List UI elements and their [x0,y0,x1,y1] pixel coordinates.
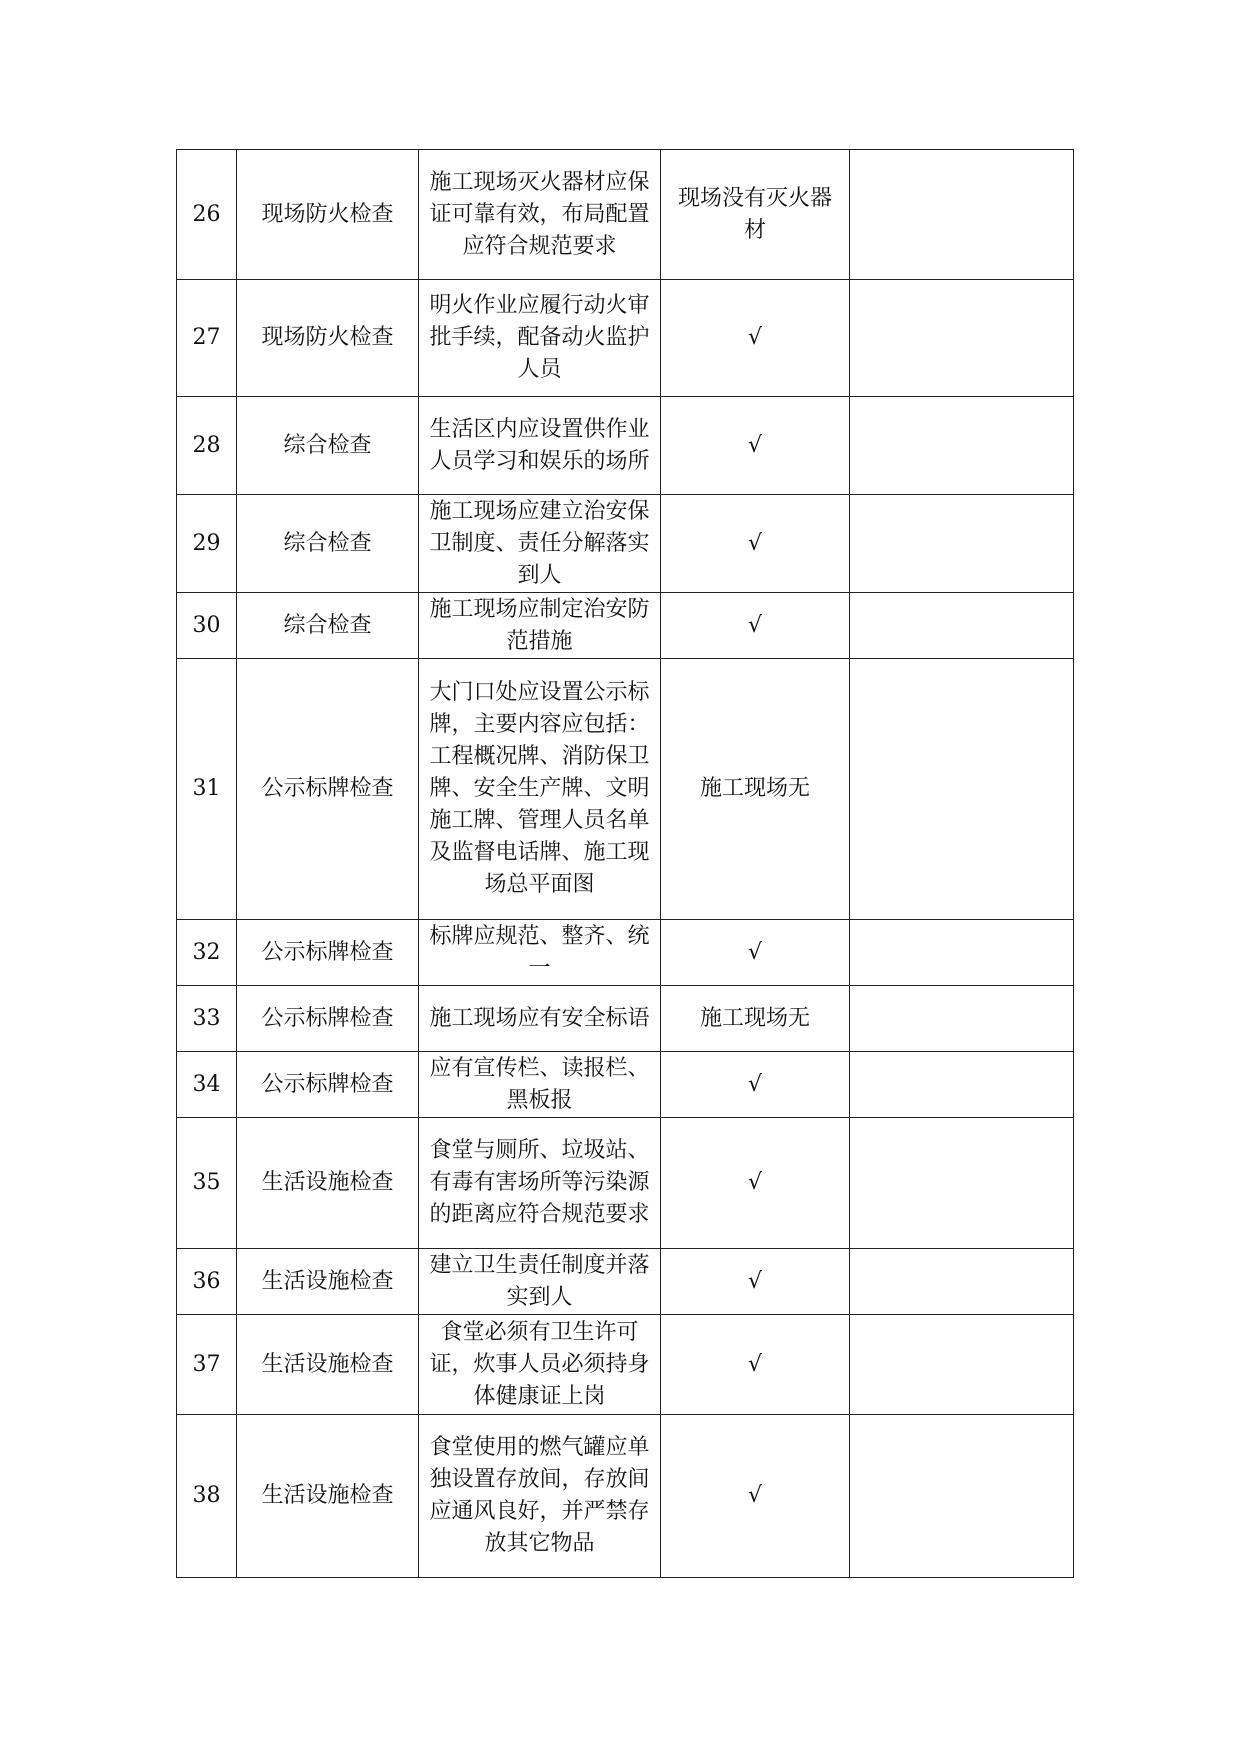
check-category: 现场防火检查 [237,150,419,280]
row-number: 35 [177,1118,237,1249]
remark-cell [850,280,1074,397]
remark-cell [850,986,1074,1052]
check-category: 公示标牌检查 [237,920,419,986]
remark-cell [850,1118,1074,1249]
check-result: √ [661,1249,850,1315]
check-category: 综合检查 [237,397,419,495]
check-category: 综合检查 [237,495,419,593]
check-requirement: 食堂必须有卫生许可证，炊事人员必须持身体健康证上岗 [419,1315,661,1415]
table-row [177,986,1074,1052]
remark-cell [850,1315,1074,1415]
row-number: 27 [177,280,237,397]
remark-cell [850,1052,1074,1118]
check-result: √ [661,1052,850,1118]
remark-cell [850,1415,1074,1578]
row-number: 28 [177,397,237,495]
table-row [177,1118,1074,1249]
check-category: 生活设施检查 [237,1415,419,1578]
check-result: 施工现场无 [661,986,850,1052]
row-number: 29 [177,495,237,593]
check-requirement: 应有宣传栏、读报栏、黑板报 [419,1052,661,1118]
check-result: √ [661,593,850,659]
row-number: 33 [177,986,237,1052]
row-number: 38 [177,1415,237,1578]
check-category: 生活设施检查 [237,1249,419,1315]
table-row [177,280,1074,397]
table-row [177,1315,1074,1415]
row-number: 34 [177,1052,237,1118]
row-number: 30 [177,593,237,659]
table-row [177,1249,1074,1315]
table-row [177,1415,1074,1578]
check-category: 现场防火检查 [237,280,419,397]
check-requirement: 施工现场应制定治安防范措施 [419,593,661,659]
check-requirement: 大门口处应设置公示标牌，主要内容应包括：工程概况牌、消防保卫牌、安全生产牌、文明施工牌、管理人员名单及监督电话牌、施工现场总平面图 [419,659,661,920]
check-category: 综合检查 [237,593,419,659]
check-requirement: 明火作业应履行动火审批手续，配备动火监护人员 [419,280,661,397]
check-requirement: 施工现场应有安全标语 [419,986,661,1052]
check-category: 生活设施检查 [237,1118,419,1249]
row-number: 26 [177,150,237,280]
check-requirement: 标牌应规范、整齐、统一 [419,920,661,986]
check-requirement: 施工现场灭火器材应保证可靠有效，布局配置应符合规范要求 [419,150,661,280]
table-row [177,593,1074,659]
table-row [177,920,1074,986]
check-result: √ [661,397,850,495]
row-number: 36 [177,1249,237,1315]
check-result: √ [661,1118,850,1249]
check-requirement: 食堂与厕所、垃圾站、有毒有害场所等污染源的距离应符合规范要求 [419,1118,661,1249]
check-category: 生活设施检查 [237,1315,419,1415]
check-result: √ [661,1315,850,1415]
remark-cell [850,150,1074,280]
table-row [177,1052,1074,1118]
table-row [177,397,1074,495]
row-number: 32 [177,920,237,986]
remark-cell [850,1249,1074,1315]
check-result: 施工现场无 [661,659,850,920]
row-number: 37 [177,1315,237,1415]
check-result: √ [661,920,850,986]
remark-cell [850,920,1074,986]
check-result: √ [661,280,850,397]
check-requirement: 施工现场应建立治安保卫制度、责任分解落实到人 [419,495,661,593]
inspection-table [176,149,1074,1578]
remark-cell [850,397,1074,495]
remark-cell [850,659,1074,920]
row-number: 31 [177,659,237,920]
check-category: 公示标牌检查 [237,1052,419,1118]
check-requirement: 建立卫生责任制度并落实到人 [419,1249,661,1315]
check-result: 现场没有灭火器材 [661,150,850,280]
check-result: √ [661,495,850,593]
table-row [177,659,1074,920]
check-requirement: 生活区内应设置供作业人员学习和娱乐的场所 [419,397,661,495]
table-row [177,150,1074,280]
check-result: √ [661,1415,850,1578]
check-category: 公示标牌检查 [237,986,419,1052]
remark-cell [850,593,1074,659]
remark-cell [850,495,1074,593]
check-requirement: 食堂使用的燃气罐应单独设置存放间，存放间应通风良好，并严禁存放其它物品 [419,1415,661,1578]
table-row [177,495,1074,593]
check-category: 公示标牌检查 [237,659,419,920]
